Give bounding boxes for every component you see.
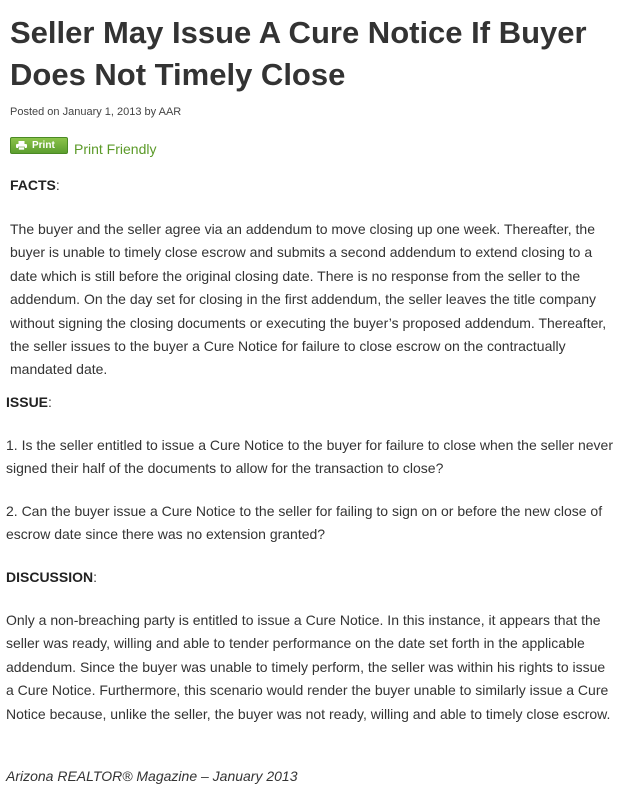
issue-heading-line: ISSUE: — [6, 394, 52, 410]
discussion-body: Only a non-breaching party is entitled to issue a Cure Notice. In this instance, it appears that the seller was ready, willing and able to tender performance on the date set forth in the applicable addendum. Since the buyer was unable to timely perform, the seller was within his rights to issue a Cure Notice. Furthermore, this scenario would render the buyer unable to similarly issue a Cure Notice because, unlike the seller, the buyer was not ready, willing and able to timely close escrow. — [6, 612, 611, 722]
discussion-heading-line: DISCUSSION: — [6, 569, 98, 585]
issue-heading: ISSUE — [6, 394, 49, 410]
print-button[interactable] — [10, 137, 68, 154]
print-friendly-link[interactable]: Print Friendly — [74, 141, 157, 157]
print-button-label: Print — [32, 140, 55, 151]
issue-question-2: 2. Can the buyer issue a Cure Notice to the seller for failing to sign on or before the new close of escrow date since there was no extension granted? — [6, 503, 603, 543]
discussion-heading: DISCUSSION — [6, 569, 94, 585]
printer-icon — [16, 141, 27, 150]
post-meta: Posted on January 1, 2013 by AAR — [10, 106, 182, 118]
source-credit: Arizona REALTOR® Magazine – January 2013 — [6, 768, 298, 784]
facts-body: The buyer and the seller agree via an addendum to move closing up one week. Thereafter, the buyer is unable to timely close escrow and submits a second addendum to extend closing to a date which is still before the original closing date. There is no response from the seller to the addendum. On the day set for closing in the first addendum, the seller leaves the title company without signing the closing documents or executing the buyer’s proposed addendum. Thereafter, the seller issues to the buyer a Cure Notice for failure to close escrow on the contractually mandated date. — [10, 221, 607, 378]
facts-heading: FACTS — [10, 177, 56, 193]
facts-heading-line: FACTS: — [10, 177, 60, 193]
issue-question-1: 1. Is the seller entitled to issue a Cure Notice to the buyer for failure to close when the seller never signed their half of the documents to allow for the transaction to close? — [6, 437, 613, 477]
article-title: Seller May Issue A Cure Notice If Buyer Does Not Timely Close — [10, 15, 587, 92]
